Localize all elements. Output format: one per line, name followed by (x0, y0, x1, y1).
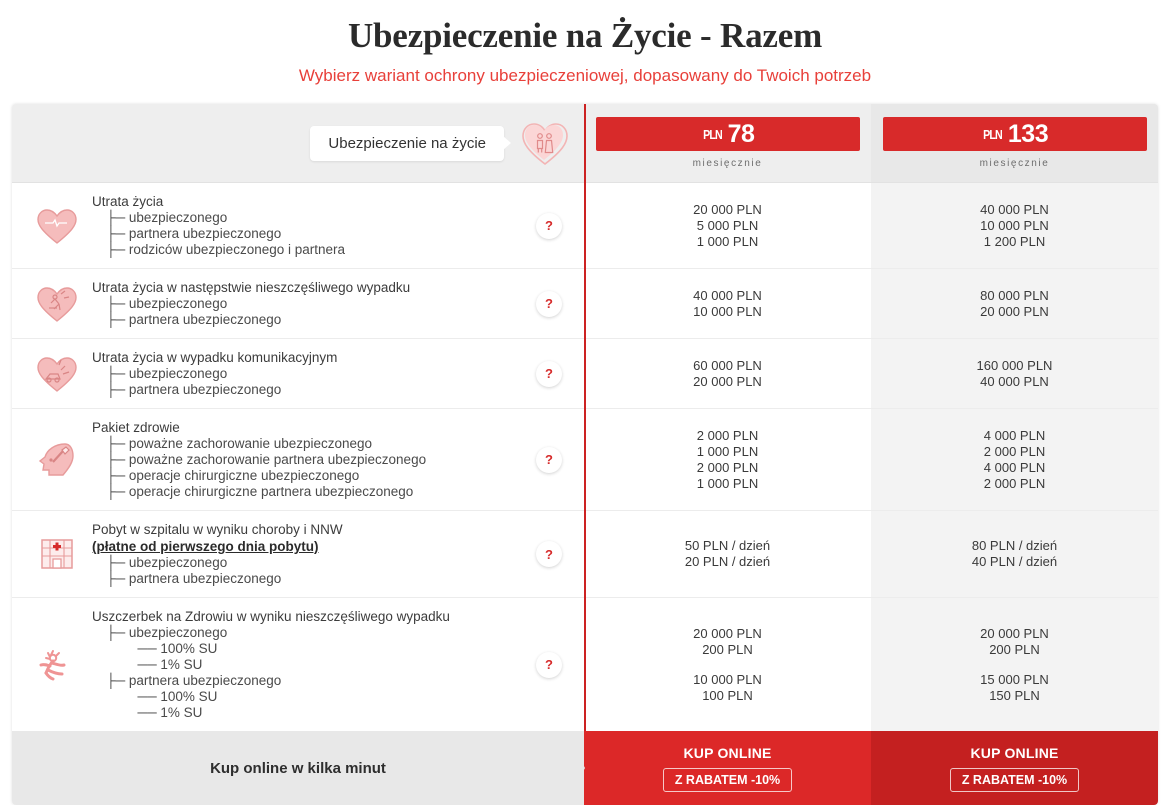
value-line: 200 PLN (989, 641, 1040, 657)
feature-text (84, 608, 536, 721)
value-line: 60 000 PLN (693, 357, 762, 373)
plan-2-header (871, 104, 1158, 182)
feature-title: Pakiet zdrowie (92, 420, 180, 435)
value-line: 2 000 PLN (696, 459, 759, 475)
feature-subitem: ├─ rodziców ubezpieczonego i partnera (106, 242, 346, 257)
feature-subitem: ├─ poważne zachorowanie partnera ubezpieczonego (106, 452, 427, 467)
plan-2-value-cell (871, 598, 1158, 731)
plan-2-period: miesięcznie (979, 158, 1050, 169)
value-line: 1 000 PLN (696, 443, 759, 459)
buy-online-plan-1-label: KUP ONLINE (683, 744, 772, 761)
plan-1-currency: PLN (702, 126, 722, 142)
plan-1-value-cell (584, 269, 871, 338)
page-title: Ubezpieczenie na Życie - Razem (347, 16, 823, 55)
feature-title: Utrata życia w wypadku komunikacyjnym (92, 350, 338, 365)
help-tooltip-icon[interactable]: ? (536, 213, 562, 239)
feature-note: (płatne od pierwszego dnia pobytu) (92, 539, 319, 554)
value-line: 10 000 PLN (693, 303, 762, 319)
category-tab[interactable]: Ubezpieczenie na życie (310, 126, 504, 161)
value-line: 15 000 PLN (980, 671, 1049, 687)
table-footer-row (12, 731, 1158, 805)
feature-subitem: ├─ partnera ubezpieczonego (106, 673, 282, 688)
buy-online-plan-2-label: KUP ONLINE (970, 744, 1059, 761)
value-line: 80 000 PLN (980, 287, 1049, 303)
value-line: 20 PLN / dzień (684, 554, 771, 569)
value-line: 4 000 PLN (983, 427, 1046, 443)
plan-1-value-cell (584, 409, 871, 510)
feature-subitem: ├─ ubezpieczonego (106, 625, 228, 640)
value-line: 100 PLN (702, 687, 753, 703)
feature-cell (12, 339, 584, 408)
feature-subitem: ├─ partnera ubezpieczonego (106, 312, 282, 327)
value-line: 50 PLN / dzień (684, 538, 771, 553)
plan-1-value-cell (584, 511, 871, 597)
plan-2-value-cell (871, 269, 1158, 338)
feature-subitem: ├─ partnera ubezpieczonego (106, 226, 282, 241)
plan-2-currency: PLN (982, 126, 1002, 142)
plan-2-price-badge[interactable] (883, 117, 1147, 151)
value-line: 5 000 PLN (696, 217, 759, 233)
head-health-icon (30, 440, 84, 480)
footer-tagline-cell (12, 731, 584, 805)
feature-cell (12, 598, 584, 731)
value-line: 20 000 PLN (980, 303, 1049, 319)
value-line: 4 000 PLN (983, 459, 1046, 475)
plan-1-value-cell (584, 598, 871, 731)
hospital-building-icon (30, 534, 84, 574)
plan-1-value-cell (584, 339, 871, 408)
feature-text (84, 279, 536, 328)
feature-subitem: ├─ ubezpieczonego (106, 296, 228, 311)
heart-accident-icon (30, 284, 84, 324)
plan-1-amount: 78 (727, 119, 755, 148)
discount-badge-plan-1: Z RABATEM -10% (663, 768, 792, 792)
falling-person-injury-icon (30, 645, 84, 685)
value-line: 1 200 PLN (983, 233, 1046, 249)
value-line: 20 000 PLN (693, 373, 762, 389)
plan-2-value-cell (871, 183, 1158, 268)
footer-tagline: Kup online w kilka minut (210, 759, 386, 777)
plan-2-value-cell (871, 339, 1158, 408)
help-tooltip-icon[interactable]: ? (536, 652, 562, 678)
buy-online-plan-2-button[interactable] (871, 731, 1158, 805)
value-line: 80 PLN / dzień (971, 538, 1058, 553)
plan-2-value-cell (871, 409, 1158, 510)
feature-cell (12, 511, 584, 597)
feature-subitem: ├─ ubezpieczonego (106, 555, 228, 570)
feature-subitem: ├─ partnera ubezpieczonego (106, 382, 282, 397)
value-line: 40 000 PLN (980, 373, 1049, 389)
feature-subitem: ── 100% SU (130, 689, 218, 704)
comparison-table (12, 104, 1158, 805)
value-line: 40 000 PLN (693, 287, 762, 303)
value-line: 20 000 PLN (980, 625, 1049, 641)
feature-title: Uszczerbek na Zdrowiu w wyniku nieszczęśliwego wypadku (92, 609, 450, 624)
feature-text (84, 521, 536, 587)
plan-1-header (584, 104, 871, 182)
feature-cell (12, 269, 584, 338)
value-line: 2 000 PLN (983, 475, 1046, 491)
value-line: 20 000 PLN (693, 201, 762, 217)
value-line: 2 000 PLN (983, 443, 1046, 459)
category-header-cell (12, 104, 584, 182)
feature-cell (12, 409, 584, 510)
plan-1-value-cell (584, 183, 871, 268)
feature-text (84, 419, 536, 500)
value-line: 160 000 PLN (976, 357, 1053, 373)
feature-subitem: ── 1% SU (130, 657, 203, 672)
feature-subitem: ├─ poważne zachorowanie ubezpieczonego (106, 436, 373, 451)
value-line: 1 000 PLN (696, 233, 759, 249)
value-line: 40 PLN / dzień (971, 554, 1058, 569)
life-insurance-heart-couple-icon (520, 119, 570, 167)
help-tooltip-icon[interactable]: ? (536, 361, 562, 387)
feature-subitem: ├─ operacje chirurgiczne ubezpieczonego (106, 468, 360, 483)
help-tooltip-icon[interactable]: ? (536, 447, 562, 473)
feature-subitem: ├─ operacje chirurgiczne partnera ubezpieczonego (106, 484, 414, 499)
feature-text (84, 193, 536, 258)
feature-subitem: ├─ partnera ubezpieczonego (106, 571, 282, 586)
feature-subitem: ── 100% SU (130, 641, 218, 656)
feature-subitem: ── 1% SU (130, 705, 203, 720)
value-line: 150 PLN (989, 687, 1040, 703)
page-header (0, 0, 1170, 86)
page-subtitle: Wybierz wariant ochrony ubezpieczeniowej, dopasowany do Twoich potrzeb (298, 66, 872, 85)
plan-2-value-cell (871, 511, 1158, 597)
feature-subitem: ├─ ubezpieczonego (106, 366, 228, 381)
feature-title: Pobyt w szpitalu w wyniku choroby i NNW (92, 522, 343, 537)
value-line: 200 PLN (702, 641, 753, 657)
discount-badge-plan-2: Z RABATEM -10% (950, 768, 1079, 792)
help-tooltip-icon[interactable]: ? (536, 541, 562, 567)
value-line: 10 000 PLN (693, 671, 762, 687)
plan-1-period: miesięcznie (692, 158, 763, 169)
feature-subitem: ├─ ubezpieczonego (106, 210, 228, 225)
heart-car-accident-icon (30, 354, 84, 394)
feature-title: Utrata życia w następstwie nieszczęśliwego wypadku (92, 280, 411, 295)
help-tooltip-icon[interactable]: ? (536, 291, 562, 317)
value-line: 20 000 PLN (693, 625, 762, 641)
chevron-right-icon (565, 731, 585, 805)
value-line: 40 000 PLN (980, 201, 1049, 217)
feature-cell (12, 183, 584, 268)
buy-online-plan-1-button[interactable] (584, 731, 871, 805)
feature-text (84, 349, 536, 398)
heart-icon (30, 206, 84, 246)
value-line: 2 000 PLN (696, 427, 759, 443)
value-line: 10 000 PLN (980, 217, 1049, 233)
value-line: 1 000 PLN (696, 475, 759, 491)
column-divider (584, 104, 586, 731)
plan-2-amount: 133 (1007, 119, 1049, 148)
plan-1-price-badge[interactable] (596, 117, 860, 151)
feature-title: Utrata życia (92, 194, 164, 209)
